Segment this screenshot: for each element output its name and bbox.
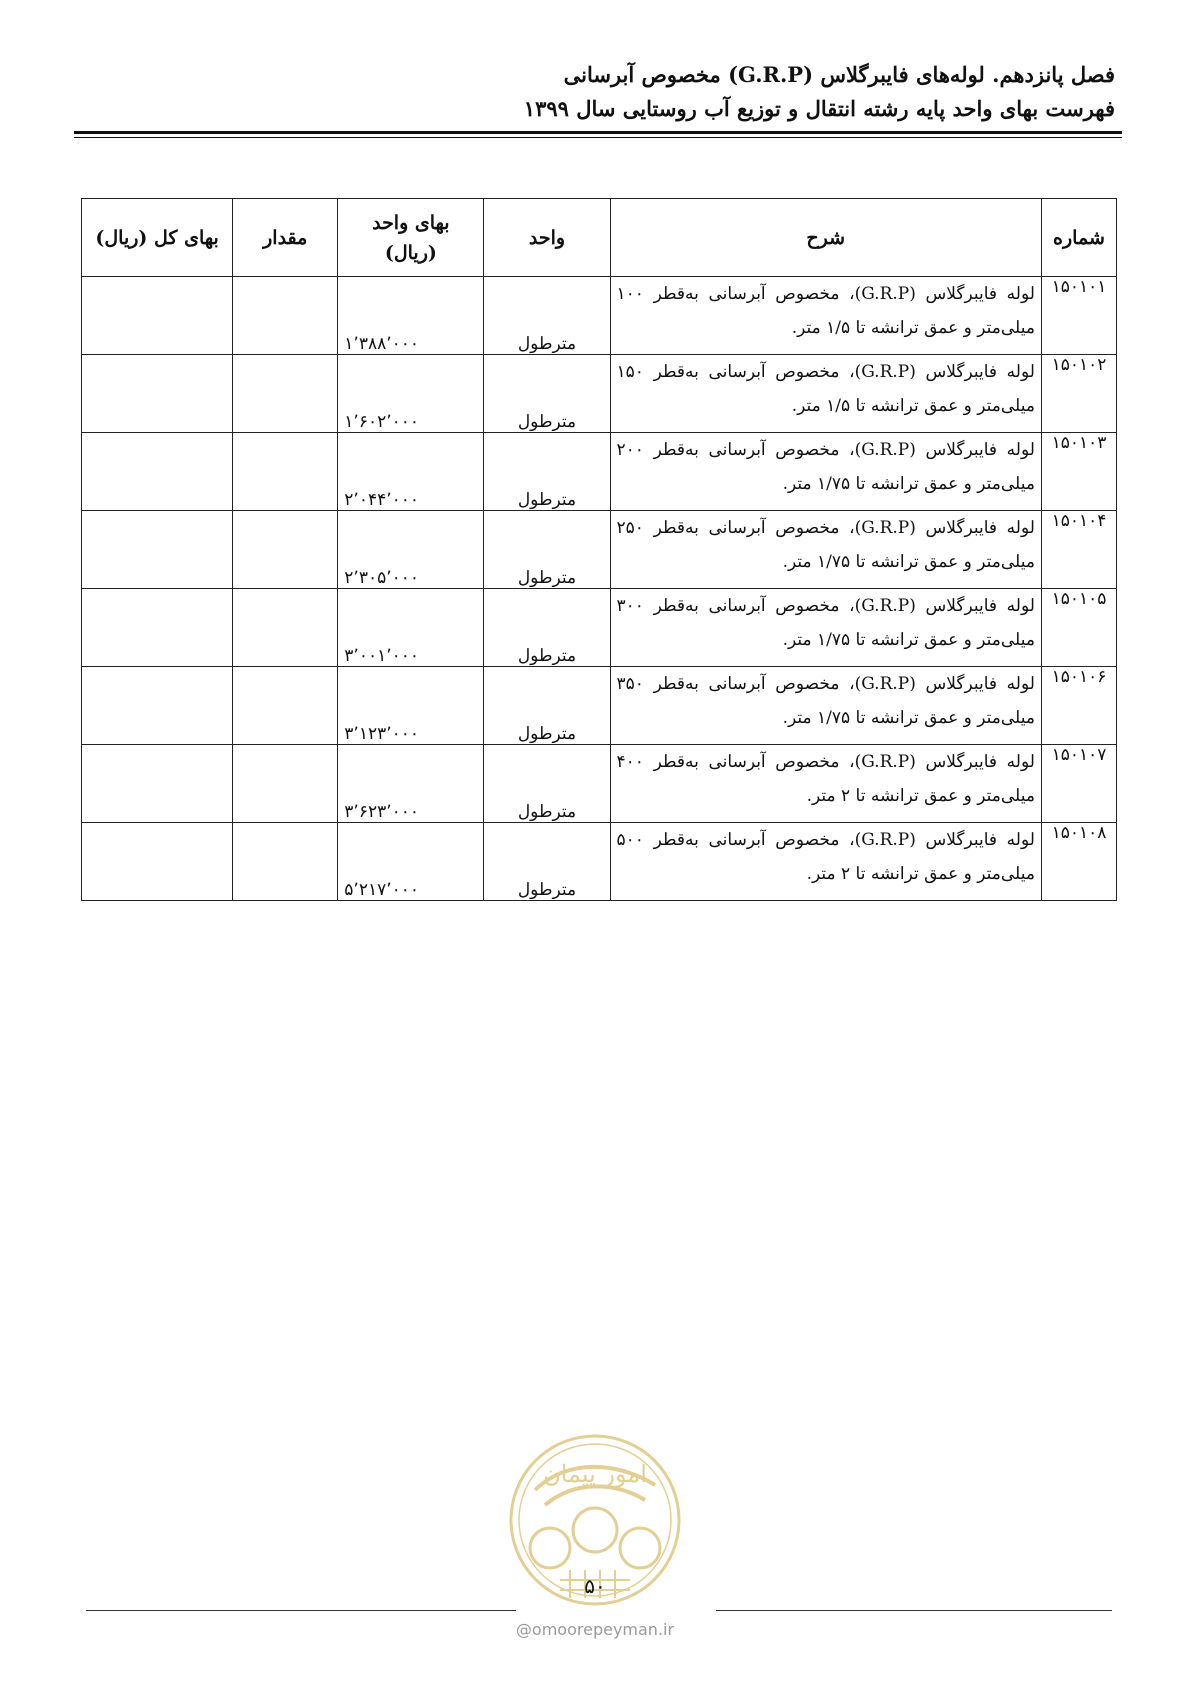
item-description: لوله فایبرگلاس (G.R.P)، مخصوص آبرسانی به‌قطر ۱۰۰ میلی‌متر و عمق ترانشه تا ۱/۵ متر. xyxy=(610,277,1041,355)
item-number: ۱۵۰۱۰۶ xyxy=(1041,667,1116,745)
col-header-description: شرح xyxy=(610,199,1041,277)
item-description: لوله فایبرگلاس (G.R.P)، مخصوص آبرسانی به‌قطر ۲۵۰ میلی‌متر و عمق ترانشه تا ۱/۷۵ متر. xyxy=(610,511,1041,589)
item-number: ۱۵۰۱۰۳ xyxy=(1041,433,1116,511)
item-unit: مترطول xyxy=(484,589,610,667)
item-total xyxy=(82,355,233,433)
item-quantity xyxy=(233,745,338,823)
item-total xyxy=(82,589,233,667)
table-row xyxy=(82,433,1117,511)
item-total xyxy=(82,511,233,589)
item-unit: مترطول xyxy=(484,511,610,589)
table-row xyxy=(82,511,1117,589)
table-row xyxy=(82,745,1117,823)
watermark-seal-text: امور پیمان xyxy=(543,1460,647,1488)
page-number: ۵۰ xyxy=(584,1574,606,1598)
item-total xyxy=(82,823,233,901)
item-unit-price: ۳٬۰۰۱٬۰۰۰ xyxy=(338,589,484,667)
list-title: فهرست بهای واحد پایه رشته انتقال و توزیع آب روستایی سال ۱۳۹۹ xyxy=(523,96,1115,121)
item-unit-price: ۳٬۶۲۳٬۰۰۰ xyxy=(338,745,484,823)
item-unit-price: ۵٬۲۱۷٬۰۰۰ xyxy=(338,823,484,901)
item-total xyxy=(82,745,233,823)
item-unit: مترطول xyxy=(484,745,610,823)
table-row xyxy=(82,277,1117,355)
item-description: لوله فایبرگلاس (G.R.P)، مخصوص آبرسانی به‌قطر ۲۰۰ میلی‌متر و عمق ترانشه تا ۱/۷۵ متر. xyxy=(610,433,1041,511)
item-quantity xyxy=(233,433,338,511)
item-description: لوله فایبرگلاس (G.R.P)، مخصوص آبرسانی به‌قطر ۳۵۰ میلی‌متر و عمق ترانشه تا ۱/۷۵ متر. xyxy=(610,667,1041,745)
item-total xyxy=(82,433,233,511)
item-number: ۱۵۰۱۰۵ xyxy=(1041,589,1116,667)
item-number: ۱۵۰۱۰۲ xyxy=(1041,355,1116,433)
item-quantity xyxy=(233,589,338,667)
col-header-unit: واحد xyxy=(484,199,610,277)
item-unit-price: ۱٬۶۰۲٬۰۰۰ xyxy=(338,355,484,433)
item-unit: مترطول xyxy=(484,277,610,355)
item-unit: مترطول xyxy=(484,667,610,745)
item-unit-price: ۲٬۰۴۴٬۰۰۰ xyxy=(338,433,484,511)
price-table xyxy=(81,198,1117,901)
item-unit-price: ۲٬۳۰۵٬۰۰۰ xyxy=(338,511,484,589)
header-rule-thick xyxy=(74,131,1122,134)
col-header-number: شماره xyxy=(1041,199,1116,277)
footer-rule-right xyxy=(716,1610,1112,1611)
item-description: لوله فایبرگلاس (G.R.P)، مخصوص آبرسانی به‌قطر ۳۰۰ میلی‌متر و عمق ترانشه تا ۱/۷۵ متر. xyxy=(610,589,1041,667)
footer-rule-left xyxy=(86,1610,516,1611)
item-description: لوله فایبرگلاس (G.R.P)، مخصوص آبرسانی به‌قطر ۱۵۰ میلی‌متر و عمق ترانشه تا ۱/۵ متر. xyxy=(610,355,1041,433)
item-description: لوله فایبرگلاس (G.R.P)، مخصوص آبرسانی به‌قطر ۵۰۰ میلی‌متر و عمق ترانشه تا ۲ متر. xyxy=(610,823,1041,901)
item-description: لوله فایبرگلاس (G.R.P)، مخصوص آبرسانی به‌قطر ۴۰۰ میلی‌متر و عمق ترانشه تا ۲ متر. xyxy=(610,745,1041,823)
table-row xyxy=(82,823,1117,901)
item-quantity xyxy=(233,277,338,355)
item-quantity xyxy=(233,511,338,589)
item-number: ۱۵۰۱۰۱ xyxy=(1041,277,1116,355)
table-header-row xyxy=(82,199,1117,277)
col-header-total: بهای کل (ریال) xyxy=(82,199,233,277)
item-unit: مترطول xyxy=(484,433,610,511)
item-quantity xyxy=(233,355,338,433)
table-row xyxy=(82,667,1117,745)
item-number: ۱۵۰۱۰۴ xyxy=(1041,511,1116,589)
item-unit: مترطول xyxy=(484,823,610,901)
table-row xyxy=(82,589,1117,667)
item-unit-price: ۳٬۱۲۳٬۰۰۰ xyxy=(338,667,484,745)
col-header-unit-price: بهای واحد (ریال) xyxy=(338,199,484,277)
item-unit-price: ۱٬۳۸۸٬۰۰۰ xyxy=(338,277,484,355)
item-quantity xyxy=(233,667,338,745)
item-number: ۱۵۰۱۰۷ xyxy=(1041,745,1116,823)
chapter-title: فصل پانزدهم. لوله‌های فایبرگلاس (G.R.P) مخصوص آبرسانی xyxy=(563,62,1115,87)
col-header-quantity: مقدار xyxy=(233,199,338,277)
header-rule-thin xyxy=(74,137,1122,138)
item-quantity xyxy=(233,823,338,901)
table-row xyxy=(82,355,1117,433)
item-total xyxy=(82,277,233,355)
item-total xyxy=(82,667,233,745)
item-unit: مترطول xyxy=(484,355,610,433)
page-header xyxy=(75,58,1115,126)
website-watermark: @omoorepeyman.ir xyxy=(515,1620,675,1639)
item-number: ۱۵۰۱۰۸ xyxy=(1041,823,1116,901)
